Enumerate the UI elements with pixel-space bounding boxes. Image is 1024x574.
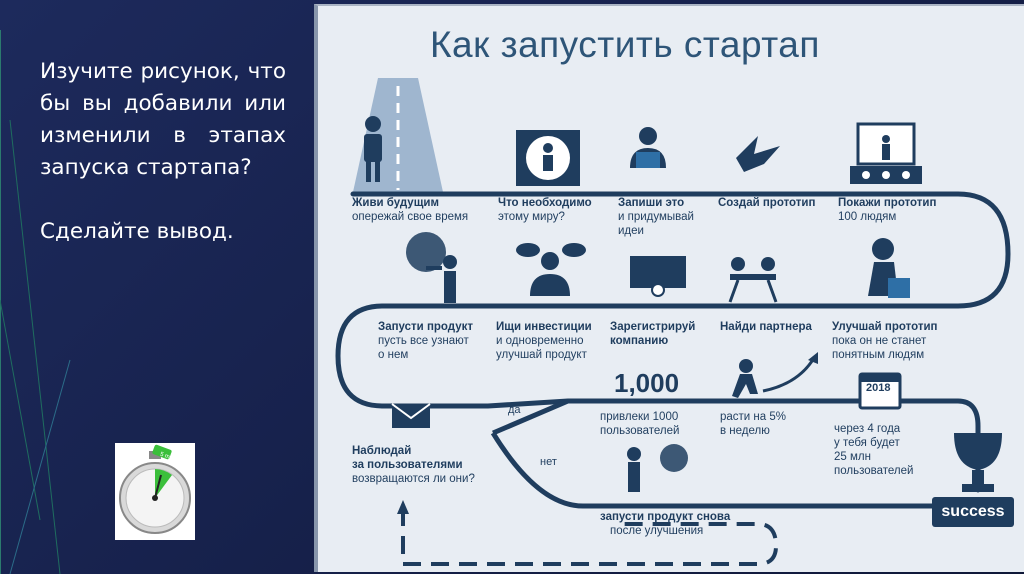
step-text: у тебя будет bbox=[834, 437, 900, 449]
instruction-question: Изучите рисунок, что бы вы добавили или изменили в этапах запуска стартапа? bbox=[40, 59, 286, 180]
step-text: 25 млн bbox=[834, 451, 871, 463]
step-text: и придумывай bbox=[618, 211, 694, 223]
step-text: за пользователями bbox=[352, 459, 463, 471]
step-title: Создай прототип bbox=[718, 197, 816, 209]
step-text: пока он не станет bbox=[832, 335, 927, 347]
step-title: Покажи прототип bbox=[838, 197, 937, 209]
step-title: Запиши это bbox=[618, 197, 685, 209]
step-title: Запусти продукт bbox=[378, 321, 474, 333]
step-relaunch-product bbox=[600, 510, 730, 538]
step-title: Наблюдай bbox=[352, 445, 412, 457]
step-text: этому миру? bbox=[498, 211, 565, 223]
step-observe-users bbox=[352, 444, 475, 486]
step-text: компанию bbox=[610, 335, 669, 347]
step-title: Найди партнера bbox=[720, 321, 812, 333]
instruction-text bbox=[40, 56, 286, 248]
step-title: Живи будущим bbox=[352, 197, 439, 209]
step-title: Зарегистрируй bbox=[610, 321, 696, 333]
step-text: 100 людям bbox=[838, 211, 897, 223]
startup-infographic bbox=[314, 4, 1024, 572]
step-text: и одновременно bbox=[496, 335, 584, 347]
instruction-conclusion: Сделайте вывод. bbox=[40, 219, 234, 244]
timer-label: 5 min bbox=[159, 451, 175, 463]
step-register-company bbox=[610, 320, 695, 348]
step-text: пользователей bbox=[834, 465, 914, 477]
infographic-graphics bbox=[318, 6, 1024, 572]
step-show-prototype bbox=[838, 196, 936, 224]
step-write-down bbox=[618, 196, 694, 238]
step-title: запусти продукт снова bbox=[600, 511, 731, 523]
step-text: привлеки 1000 bbox=[600, 411, 679, 423]
step-create-prototype bbox=[718, 196, 815, 210]
step-title: Ищи инвестиции bbox=[496, 321, 592, 333]
step-text: в неделю bbox=[720, 425, 770, 437]
step-text: пусть все узнают bbox=[378, 335, 469, 347]
step-text: возвращаются ли они? bbox=[352, 473, 475, 485]
step-live-future bbox=[352, 196, 468, 224]
step-what-needed bbox=[498, 196, 592, 224]
infographic-title: Как запустить стартап bbox=[430, 24, 820, 65]
step-improve-prototype bbox=[832, 320, 937, 362]
branch-yes-label: да bbox=[508, 404, 521, 416]
step-text: через 4 года bbox=[834, 423, 901, 435]
step-seek-investment bbox=[496, 320, 592, 362]
success-badge: success bbox=[932, 497, 1014, 527]
step-text: о нем bbox=[378, 349, 409, 361]
step-grow-weekly bbox=[720, 410, 786, 438]
step-launch-product bbox=[378, 320, 473, 362]
step-text: идеи bbox=[618, 225, 644, 237]
year-badge: 2018 bbox=[866, 382, 891, 394]
step-attract-users bbox=[600, 410, 679, 438]
step-four-years bbox=[834, 422, 913, 478]
step-find-partner bbox=[720, 320, 812, 334]
branch-no-label: нет bbox=[540, 456, 557, 468]
step-text: пользователей bbox=[600, 425, 680, 437]
step-text: опережай свое время bbox=[352, 211, 469, 223]
step-text: расти на 5% bbox=[720, 411, 786, 423]
step-text: после улучшения bbox=[610, 525, 704, 537]
users-count-number: 1,000 bbox=[614, 368, 680, 398]
step-text: улучшай продукт bbox=[496, 349, 587, 361]
step-title: Что необходимо bbox=[498, 197, 592, 209]
step-title: Улучшай прототип bbox=[832, 321, 938, 333]
stopwatch-image bbox=[115, 443, 195, 540]
step-text: понятным людям bbox=[832, 349, 925, 361]
